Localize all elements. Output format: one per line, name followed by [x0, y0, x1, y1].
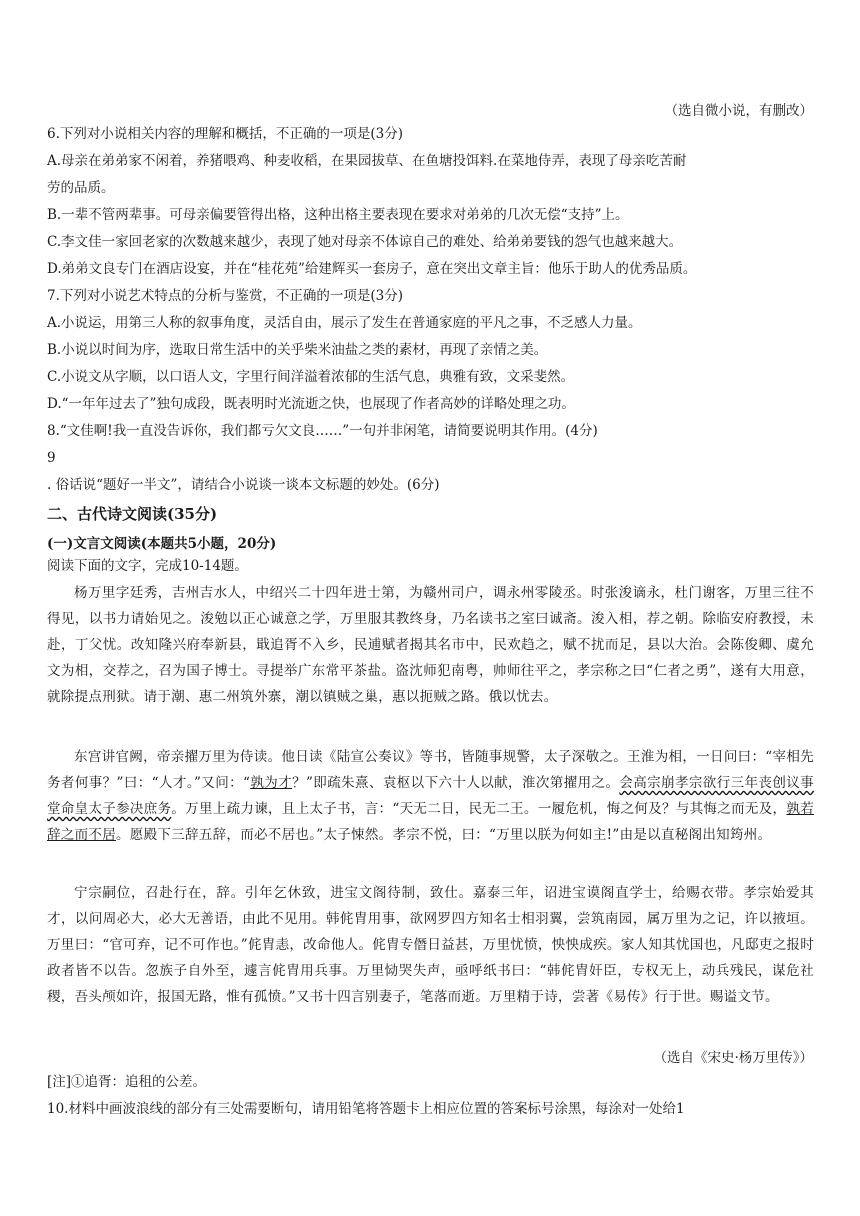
question-6-option-b: B.一辈不管两辈事。可母亲偏要管得出格，这种出格主要表现在要求对弟弟的几次无偿“支持”上。: [47, 207, 629, 223]
passage2-source: （选自《宋史·杨万里传》）: [653, 1050, 813, 1066]
question-9: . 俗话说“题好一半文”，请结合小说谈一谈本文标题的妙处。(6分): [47, 477, 440, 493]
section-heading: 二、古代诗文阅读(35分): [47, 505, 218, 523]
annotation-note: [注]①追胥：追租的公差。: [47, 1074, 207, 1090]
question-7-option-b: B.小说以时间为序，选取日常生活中的关乎柴米油盐之类的素材，再现了亲情之美。: [47, 342, 548, 358]
underlined-phrase-1: 孰为才: [250, 775, 293, 791]
question-6-option-a-cont: 劳的品质。: [47, 180, 115, 196]
question-10: 10.材料中画波浪线的部分有三处需要断句，请用铅笔将答题卡上相应位置的答案标号涂黑，每涂对一处给1: [47, 1101, 685, 1117]
paragraph-2-text-2: ？”即疏朱熹、袁枢以下六十人以献，淮次第擢用之。: [292, 775, 620, 791]
question-6-option-d: D.弟弟文良专门在酒店设宴，并在“桂花苑”给建辉买一套房子，意在突出文章主旨：他乐于助人的优秀品质。: [47, 261, 697, 277]
wavy-underlined-sentence: 会高宗崩孝宗欲行三年丧创议事堂命皇太子参决庶务: [47, 775, 814, 817]
paragraph-2-text-1: 东宫讲官阙，帝亲擢万里为侍读。他日读《陆宣公奏议》等书，皆随事规警，太子深敬之。王淮为相，一日问曰：“宰相先务者何事？”曰：“人才。”又问：“: [47, 749, 814, 791]
question-7-option-c: C.小说文从字顺，以口语人文，字里行间洋溢着浓郁的生活气息，典雅有致，文采斐然。: [47, 369, 575, 385]
question-7-option-d: D.“一年年过去了”独句成段，既表明时光流逝之快，也展现了作者高妙的详略处理之功。: [47, 396, 575, 412]
subsection-heading: (一)文言文阅读(本题共5小题，20分): [47, 536, 277, 552]
passage1-source: （选自微小说，有删改）: [664, 103, 813, 119]
passage-paragraph-1: [47, 580, 814, 710]
passage-paragraph-2: [47, 744, 814, 848]
paragraph-2-text-3: 。万里上疏力谏，且上太子书，言：“天无二日，民无二王。一履危机，悔之何及？与其悔之而无及，: [171, 801, 787, 817]
question-7-option-a: A.小说运，用第三人称的叙事角度，灵活自由，展示了发生在普通家庭的平凡之事，不乏感人力量。: [47, 315, 642, 331]
question-7-stem: 7.下列对小说艺术特点的分析与鉴赏，不正确的一项是(3分): [47, 288, 404, 304]
question-6-option-a: A.母亲在弟弟家不闲着，养猪喂鸡、种麦收稻，在果园拔草、在鱼塘投饵料.在菜地侍弄，表现了母亲吃苦耐: [47, 153, 687, 169]
question-6-stem: 6.下列对小说相关内容的理解和概括，不正确的一项是(3分): [47, 126, 404, 142]
reading-instruction: 阅读下面的文字，完成10-14题。: [47, 558, 248, 574]
question-8: 8.“文佳啊!我一直没告诉你，我们都亏欠文良……”一句并非闲笔，请简要说明其作用。(4分): [47, 423, 598, 439]
underlined-phrase-2: 孰若辞之而不居: [47, 801, 814, 843]
paragraph-3-text: 宁宗嗣位，召赴行在，辞。引年乞休致，进宝文阁待制，致仕。嘉泰三年，诏进宝谟阁直学士，给赐衣带。孝宗始爱其才，以问周必大，必大无善语，由此不见用。韩侂胄用事，欲网罗四方知名士相羽翼，尝筑南园，属万里为之记，许以掖垣。万里曰：“官可弃，记不可作也。”侂胄恚，改命他人。侂胄专僭日益甚，万里忧愤，怏怏成疾。家人知其忧国也，凡邸吏之报时政者皆不以告。忽族子自外至，遽言侂胄用兵事。万里恸哭失声，亟呼纸书曰：“韩侂胄奸臣，专权无上，动兵残民，谋危社稷，吾头颅如许，报国无路，惟有孤愤。”又书十四言别妻子，笔落而逝。万里精于诗，尝著《易传》行于世。赐谥文节。: [47, 885, 814, 1005]
question-9-number: 9: [47, 450, 56, 466]
paragraph-2-text-4: 。愿殿下三辞五辞，而必不居也。”太子悚然。孝宗不悦，曰：“万里以朕为何如主!”由是以直秘阁出知筠州。: [116, 827, 772, 843]
passage-paragraph-3: [47, 880, 814, 1010]
question-6-option-c: C.李文佳一家回老家的次数越来越少，表现了她对母亲不体谅自己的难处、给弟弟要钱的怨气也越来越大。: [47, 234, 683, 250]
paragraph-1-text: 杨万里字廷秀，吉州吉水人，中绍兴二十四年进士第，为赣州司户，调永州零陵丞。时张浚谪永，杜门谢客，万里三往不得见，以书力请始见之。浚勉以正心诚意之学，万里服其教终身，乃名读书之室曰诚斋。浚入相，荐之朝。除临安府教授，未赴，丁父忧。改知隆兴府奉新县，戢追胥不入乡，民逋赋者揭其名市中，民欢趋之，赋不扰而足，县以大治。会陈俊卿、虞允文为相，交荐之，召为国子博士。寻提举广东常平茶盐。盗沈师犯南粤，帅师往平之，孝宗称之曰“仁者之勇”，遂有大用意，就除提点刑狱。请于潮、惠二州筑外寨，潮以镇贼之巢，惠以扼贼之路。俄以忧去。: [47, 585, 814, 705]
